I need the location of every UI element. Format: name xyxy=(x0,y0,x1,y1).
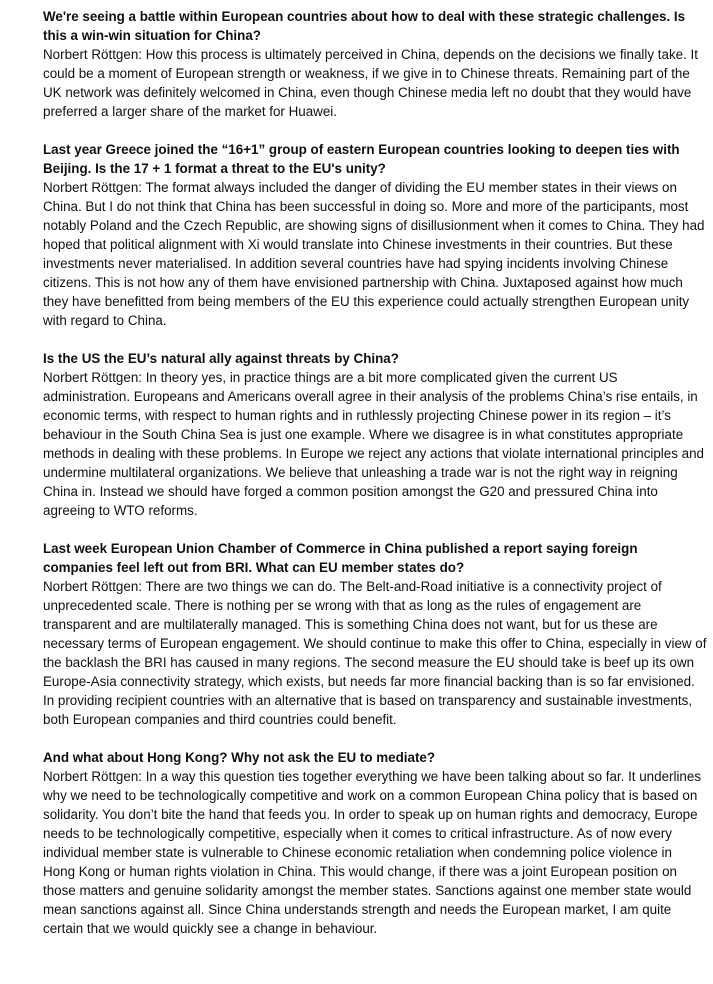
qa-block-5 xyxy=(43,748,707,938)
qa-block-3 xyxy=(43,349,707,520)
question-1: We're seeing a battle within European countries about how to deal with these strategic challenges. Is this a win-win situation for China? xyxy=(43,9,686,43)
answer-2: Norbert Röttgen: The format always included the danger of dividing the EU member states in their views on China. But I do not think that China has been successful in doing so. More and more of the participants, most notably Poland and the Czech Republic, are showing signs of disillusionment when it comes to China. They had hoped that political alignment with Xi would translate into Chinese investments in their countries. But these investments never materialised. In addition several countries have had spying incidents involving Chinese citizens. This is not how any of them have envisioned partnership with China. Juxtaposed against how much they have benefitted from being members of the EU this experience could actually strengthen European unity with regard to China. xyxy=(43,180,705,328)
question-5: And what about Hong Kong? Why not ask the EU to mediate? xyxy=(43,750,436,765)
question-4: Last week European Union Chamber of Commerce in China published a report saying foreign companies feel left out from BRI. What can EU member states do? xyxy=(43,541,638,575)
answer-5: Norbert Röttgen: In a way this question ties together everything we have been talking about so far. It underlines why we need to be technologically competitive and work on a common European China policy that is based on solidarity. You don’t bite the hand that feeds you. In order to speak up on human rights and democracy, Europe needs to be technologically competitive, especially when it comes to critical infrastructure. As of now every individual member state is vulnerable to Chinese economic retaliation when condemning police violence in Hong Kong or human rights violation in China. This would change, if there was a joint European position on those matters and genuine solidarity amongst the member states. Sanctions against one member state would mean sanctions against all. Since China understands strength and needs the European market, I am quite certain that we would quickly see a change in behaviour. xyxy=(43,769,702,936)
qa-block-2 xyxy=(43,140,707,330)
question-2: Last year Greece joined the “16+1” group of eastern European countries looking to deepen ties with Beijing. Is the 17 + 1 format a threat to the EU's unity? xyxy=(43,142,680,176)
qa-block-1 xyxy=(43,7,707,121)
qa-block-4 xyxy=(43,539,707,729)
interview-document xyxy=(43,7,707,957)
question-3: Is the US the EU’s natural ally against threats by China? xyxy=(43,351,399,366)
answer-4: Norbert Röttgen: There are two things we can do. The Belt-and-Road initiative is a connectivity project of unprecedented scale. There is nothing per se wrong with that as long as the rules of engagement are transparent and are multilaterally managed. This is something China does not want, but for us these are necessary terms of European engagement. We should continue to make this offer to China, especially in view of the backlash the BRI has caused in many regions. The second measure the EU should take is beef up its own Europe-Asia connectivity strategy, which exists, but needs far more financial backing than is so far envisioned. In providing recipient countries with an alternative that is based on transparency and sustainable investments, both European companies and third countries could benefit. xyxy=(43,579,707,727)
answer-3: Norbert Röttgen: In theory yes, in practice things are a bit more complicated given the current US administration. Europeans and Americans overall agree in their analysis of the problems China’s rise entails, in economic terms, with respect to human rights and in ruthlessly projecting Chinese power in its region – it’s behaviour in the South China Sea is just one example. Where we disagree is in what constitutes appropriate methods in dealing with these problems. In Europe we reject any actions that violate international principles and undermine multilateral organizations. We believe that unleashing a trade war is not the right way in reigning China in. Instead we should have forged a common position amongst the G20 and pressured China into agreeing to WTO reforms. xyxy=(43,370,704,518)
answer-1: Norbert Röttgen: How this process is ultimately perceived in China, depends on the decisions we finally take. It could be a moment of European strength or weakness, if we give in to Chinese threats. Remaining part of the UK network was definitely welcomed in China, even though Chinese media left no doubt that they would have preferred a larger share of the market for Huawei. xyxy=(43,47,698,119)
